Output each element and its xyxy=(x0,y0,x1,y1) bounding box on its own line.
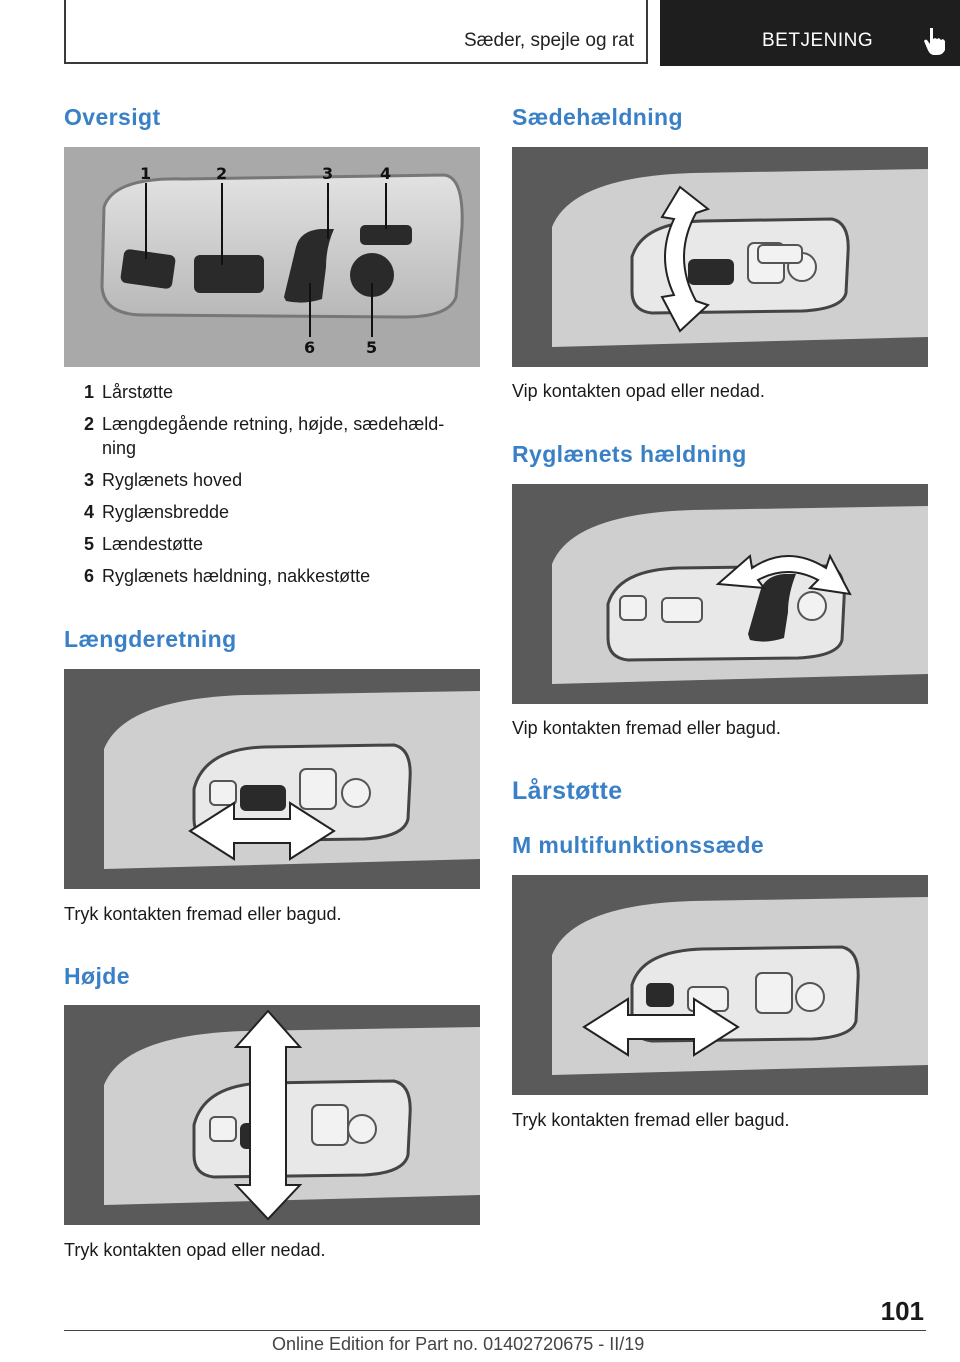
heading-backrest-tilt: Ryglænets hældning xyxy=(512,441,747,467)
callout-5: 5 xyxy=(366,338,378,357)
caption-length: Tryk kontakten fremad eller bagud. xyxy=(64,904,342,924)
pointing-hand-icon xyxy=(922,26,948,56)
callout-6: 6 xyxy=(304,338,316,357)
running-header xyxy=(64,0,648,64)
figure-seat-tilt xyxy=(512,147,928,367)
chapter-title: BETJENING xyxy=(762,30,874,51)
chapter-tab xyxy=(660,0,960,66)
page-number: 101 xyxy=(880,1296,924,1326)
heading-length: Længderetning xyxy=(64,626,237,652)
overview-legend xyxy=(64,380,474,596)
legend-item: 2 Længdegående retning, højde, sædehæld-ning xyxy=(83,414,445,458)
footer-rule xyxy=(64,1330,926,1331)
caption-seat-tilt: Vip kontakten opad eller nedad. xyxy=(512,381,765,401)
heading-overview: Oversigt xyxy=(64,104,161,130)
legend-item: 5 Lændestøtte xyxy=(83,534,204,554)
figure-thigh-support xyxy=(512,875,928,1095)
callout-3: 3 xyxy=(322,164,334,183)
figure-length-adjust xyxy=(64,669,480,889)
subheading-multifunction-seat: M multifunktionssæde xyxy=(512,832,765,858)
legend-item: 3 Ryglænets hoved xyxy=(83,470,243,490)
figure-height-adjust xyxy=(64,1005,480,1225)
legend-item: 4 Ryglænsbredde xyxy=(83,502,230,522)
figure-seat-controls-overview xyxy=(64,147,480,367)
heading-seat-tilt: Sædehældning xyxy=(512,104,683,130)
legend-item: 6 Ryglænets hældning, nakkestøtte xyxy=(83,566,371,586)
caption-height: Tryk kontakten opad eller nedad. xyxy=(64,1240,326,1260)
caption-backrest-tilt: Vip kontakten fremad eller bagud. xyxy=(512,718,781,738)
callout-2: 2 xyxy=(216,164,228,183)
legend-item: 1 Lårstøtte xyxy=(83,382,174,402)
section-title: Sæder, spejle og rat xyxy=(463,30,634,51)
caption-thigh-support: Tryk kontakten fremad eller bagud. xyxy=(512,1110,790,1130)
heading-thigh-support: Lårstøtte xyxy=(512,777,623,805)
figure-backrest-tilt xyxy=(512,484,928,704)
heading-height: Højde xyxy=(64,963,130,989)
footer-edition: Online Edition for Part no. 01402720675 - II/19 xyxy=(272,1334,645,1354)
callout-4: 4 xyxy=(380,164,392,183)
callout-1: 1 xyxy=(140,164,152,183)
